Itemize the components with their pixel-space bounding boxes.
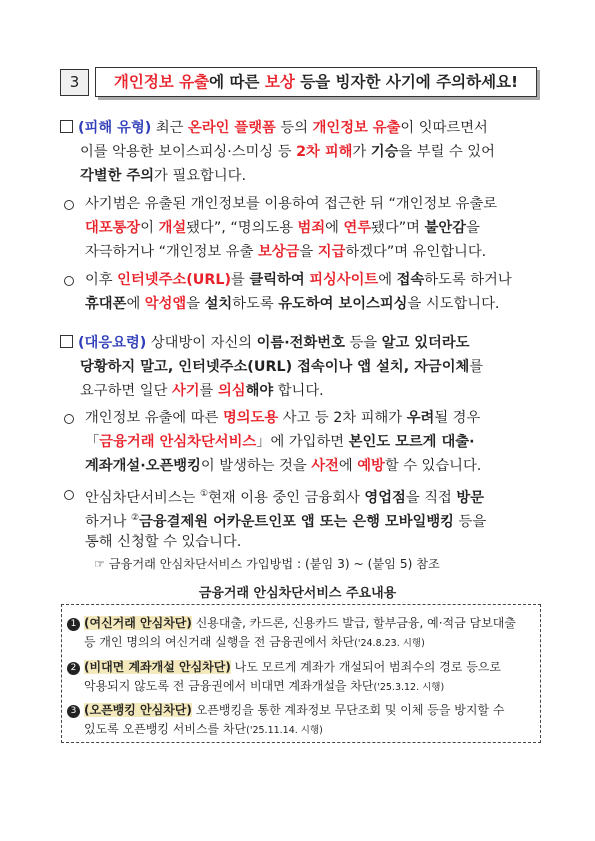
- text: 등을: [453, 513, 487, 530]
- label-response: (대응요령): [78, 335, 147, 351]
- text: 의심: [217, 383, 246, 399]
- text: 대포통장: [85, 220, 141, 236]
- text: 보상금: [257, 244, 300, 260]
- bullet-1-line-2: [85, 218, 480, 238]
- item-2-title: (비대면 계좌개설 안심차단): [84, 660, 231, 674]
- text: 악용되지 않도록 전 금융권에서 비대면 계좌개설을 차단: [84, 679, 374, 693]
- text: 유도하여 보이스피싱: [278, 296, 408, 312]
- text: 이름·전화번호: [256, 335, 345, 351]
- item-3-line-2: [84, 721, 323, 739]
- text: 에: [378, 272, 397, 288]
- text: 됐다”며: [371, 220, 425, 236]
- bullet-circle-icon: [64, 276, 74, 286]
- bullet-2-line-2: [85, 294, 499, 314]
- text: 최근: [151, 120, 189, 136]
- bullet-1-line-3: [85, 242, 486, 262]
- text: 상대방이 자신의: [146, 335, 257, 351]
- text: 사고 등 2차 피해가: [278, 410, 407, 426]
- label-damage-type: (피해 유형): [78, 120, 152, 136]
- bullet-3-line-2: [85, 432, 475, 452]
- text: 하도록 하거나: [424, 272, 512, 288]
- text: 신용대출, 카드론, 신용카드 발급, 할부금융, 예·적금 담보대출: [191, 616, 516, 630]
- text: 클릭하여: [249, 272, 305, 288]
- title-part: 에 따른: [209, 73, 265, 91]
- text: 이 발생하는 것을: [200, 458, 312, 474]
- bullet-4-line-1: [85, 484, 484, 508]
- text: 오픈뱅킹을 통한 계좌정보 무단조회 및 이체 등을 방지할 수: [191, 703, 505, 717]
- effective-date: ('24.8.23. 시행): [354, 638, 425, 649]
- text: 불안감: [424, 220, 466, 236]
- bullet-2-line-1: [85, 270, 512, 290]
- text: 을 부릴 수 있어: [398, 144, 495, 160]
- text: 을: [186, 296, 205, 312]
- response-line-3: [80, 381, 324, 401]
- text: 이: [140, 220, 159, 236]
- text: 안심차단서비스는: [85, 489, 201, 506]
- checkbox-square-icon: [60, 120, 73, 133]
- text: 해야: [245, 383, 274, 399]
- text: 을: [465, 220, 480, 236]
- item-2-line-2: [84, 678, 444, 696]
- item-2-line-1: [67, 659, 501, 676]
- text: 을 직접: [405, 489, 457, 506]
- title-part: 등을 빙자한 사기에 주의하세요!: [294, 73, 519, 91]
- item-1-title: (여신거래 안심차단): [84, 616, 192, 630]
- bullet-3-line-1: [85, 408, 480, 428]
- text: 요구하면 일단: [80, 383, 172, 399]
- text: , 인터넷주소(URL) 접속이나 앱 설치, 자금이체: [167, 359, 470, 375]
- title-part: 개인정보 유출: [113, 73, 210, 91]
- text: 우려: [406, 410, 435, 426]
- text: 등을: [344, 335, 382, 351]
- text: 을 시도합니다.: [407, 296, 500, 312]
- bullet-4-line-2: [85, 508, 486, 532]
- section-title: [95, 67, 537, 97]
- text: 에: [338, 458, 358, 474]
- text: 영업점: [364, 489, 406, 506]
- text: 가: [352, 144, 371, 160]
- item-3-title: (오픈뱅킹 안심차단): [84, 703, 192, 717]
- text: 하도록: [232, 296, 279, 312]
- text: 접속: [396, 272, 425, 288]
- box-title: 금융거래 안심차단서비스 주요내용: [198, 586, 397, 601]
- text: 온라인 플랫폼: [188, 120, 276, 136]
- text: 하겠다”며 유인합니다.: [345, 244, 487, 260]
- text: 금융결제원 어카운트인포 앱 또는 은행 모바일뱅킹: [139, 513, 454, 530]
- number-1-icon: 1: [67, 618, 80, 631]
- item-1-line-2: [84, 634, 425, 652]
- text: 할 수 있습니다.: [384, 458, 482, 474]
- text: 악성앱: [144, 296, 187, 312]
- response-line-1: [60, 333, 469, 353]
- text: 개인정보 유출: [312, 120, 401, 136]
- text: 합니다.: [273, 383, 324, 399]
- text: 됐다”, “명의도용: [186, 220, 298, 236]
- signup-method-note: ☞ 금융거래 안심차단서비스 가입방법 : (붙임 3) ~ (붙임 5) 참조: [94, 557, 440, 571]
- text: 개설: [158, 220, 187, 236]
- bullet-4-line-3: 통해 신청할 수 있습니다.: [85, 534, 242, 550]
- text: 이후: [85, 272, 118, 288]
- bullet-3-line-3: [85, 456, 481, 476]
- text: 알고 있더라도: [381, 335, 470, 351]
- bullet-circle-icon: [64, 414, 74, 424]
- section-number: 3: [60, 69, 89, 96]
- text: 등 개인 명의의 여신거래 실행을 전 금융권에서 차단: [84, 635, 355, 649]
- text: 설치: [204, 296, 233, 312]
- text: 등의: [275, 120, 313, 136]
- number-2-icon: 2: [67, 662, 80, 675]
- text: 하거나: [85, 513, 131, 530]
- text: 개인정보 유출에 따른: [85, 410, 223, 426]
- text: 에: [325, 220, 344, 236]
- text: 각별한 주의: [80, 168, 155, 184]
- text: 나도 모르게 계좌가 개설되어 범죄수의 경로 등으로: [230, 660, 501, 674]
- text: 사전: [311, 458, 339, 474]
- text: 를: [469, 359, 484, 375]
- text: 될 경우: [434, 410, 481, 426]
- effective-date: ('25.11.14. 시행): [246, 725, 323, 736]
- effective-date: ('25.3.12. 시행): [373, 682, 445, 693]
- damage-type-line-1: [60, 118, 488, 138]
- text: 예방: [357, 458, 385, 474]
- text: 에: [126, 296, 145, 312]
- text: 본인도 모르게 대출·: [348, 434, 475, 450]
- text: 피싱사이트: [309, 272, 379, 288]
- text: 현재 이용 중인 금융회사: [208, 489, 365, 506]
- text: 있도록 오픈뱅킹 서비스를 차단: [84, 722, 247, 736]
- text: 이 잇따르면서: [400, 120, 488, 136]
- text: 휴대폰: [85, 296, 127, 312]
- text: 연루: [343, 220, 372, 236]
- text: 기승: [370, 144, 399, 160]
- text: 인터넷주소(URL): [117, 272, 232, 288]
- text: 「: [85, 434, 100, 450]
- text: 을: [299, 244, 318, 260]
- bullet-circle-icon: [64, 200, 74, 210]
- number-3-icon: 3: [67, 705, 80, 718]
- title-part: 보상: [264, 73, 295, 91]
- item-1-line-1: [67, 615, 516, 632]
- circled-number: ①: [200, 489, 209, 499]
- circled-number: ②: [130, 513, 140, 523]
- text: 명의도용: [222, 410, 279, 426]
- service-summary-box: [61, 604, 541, 743]
- text: 계좌개설·오픈뱅킹: [85, 458, 201, 474]
- text: 방문: [456, 489, 484, 506]
- damage-type-line-2: [80, 142, 495, 162]
- bullet-1-line-1: 사기범은 유출된 개인정보를 이용하여 접근한 뒤 “개인정보 유출로: [85, 196, 498, 212]
- text: 자극하거나 “개인정보 유출: [85, 244, 258, 260]
- text: 사기: [171, 383, 200, 399]
- response-line-2: [80, 357, 483, 377]
- text: 가 필요합니다.: [154, 168, 246, 184]
- item-3-line-1: [67, 702, 504, 719]
- damage-type-line-3: [80, 166, 246, 186]
- text: 」에 가입하면: [256, 434, 349, 450]
- text: 금융거래 안심차단서비스: [99, 434, 257, 450]
- text: 범죄: [297, 220, 326, 236]
- text: 이를 악용한 보이스피싱·스미싱 등: [80, 144, 297, 160]
- text: 를: [231, 272, 250, 288]
- bullet-circle-icon: [64, 490, 74, 500]
- text: 당황하지 말고: [80, 359, 168, 375]
- text: 를: [199, 383, 218, 399]
- text: 지급: [317, 244, 346, 260]
- text: 2차 피해: [296, 144, 353, 160]
- checkbox-square-icon: [60, 335, 73, 348]
